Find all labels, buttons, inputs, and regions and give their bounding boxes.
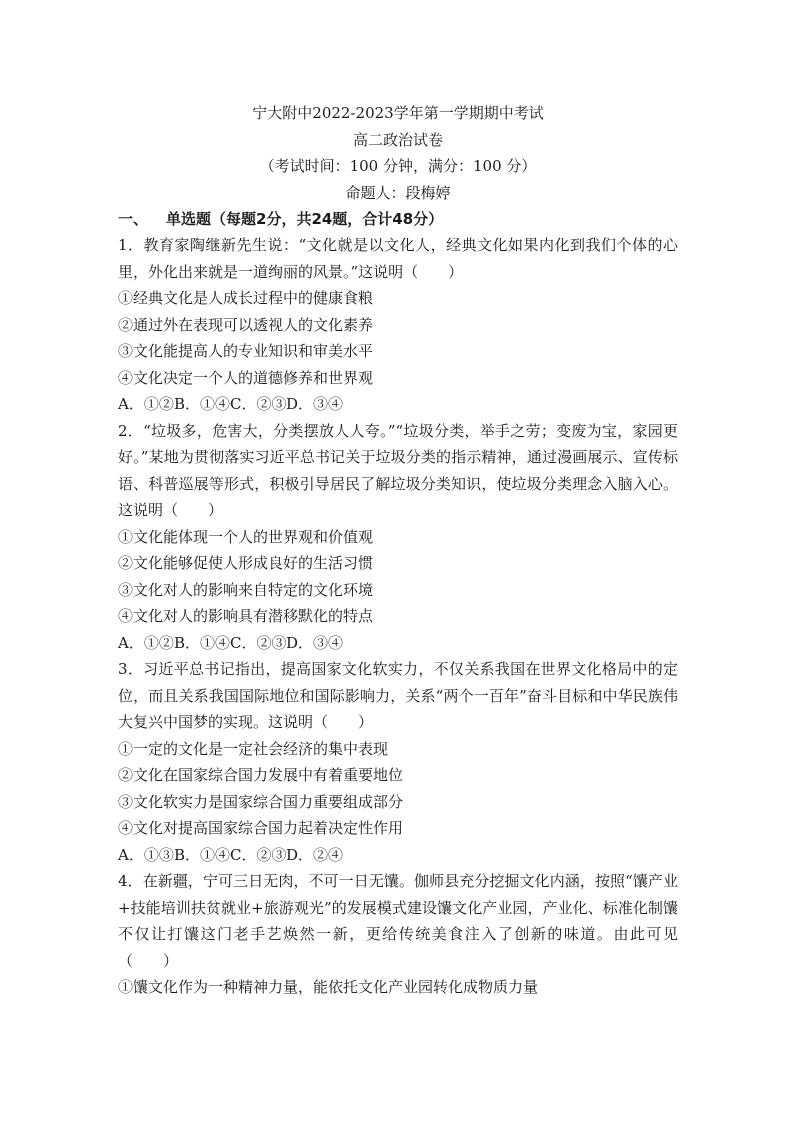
question-stem: 2．“垃圾多，危害大，分类摆放人人夸。”“垃圾分类，举手之劳；变废为宝，家园更好。”某地为贯彻落实习近平总书记关于垃圾分类的指示精神，通过漫画展示、宣传标语、科普巡展等形式，积极引导居民了解垃圾分类知识，使垃圾分类理念入脑入心。这说明（ ）: [118, 421, 678, 519]
statement-option: ④文化对人的影响具有潜移默化的特点: [118, 607, 374, 625]
statement-option: ③文化软实力是国家综合国力重要组成部分: [118, 792, 404, 811]
choice-a: A．①②: [118, 633, 174, 652]
section-number: 一、: [118, 210, 149, 228]
choice-c: C．②③: [230, 633, 287, 652]
choice-b: B．①④: [174, 395, 231, 413]
statement-option: ④文化对提高国家综合国力起着决定性作用: [118, 819, 404, 837]
answer-choices: [118, 391, 678, 418]
answer-choices: [118, 842, 678, 869]
statement-option: ①一定的文化是一定社会经济的集中表现: [118, 739, 389, 758]
choice-b: B．①④: [174, 633, 231, 652]
choice-c: C．②③: [230, 845, 287, 864]
choice-d: D．②④: [286, 845, 344, 864]
choice-d: D．③④: [286, 633, 344, 652]
choice-a: A．①②: [118, 395, 174, 413]
answer-choices: [118, 630, 678, 657]
question-4: [118, 868, 678, 1001]
author-line: 命题人：段梅婷: [345, 183, 451, 202]
section-title: 单选题（每题2分，共24题，合计48分）: [166, 210, 444, 228]
statement-option: ①馕文化作为一种精神力量，能依托文化产业园转化成物质力量: [118, 978, 539, 996]
section-heading: [118, 206, 678, 232]
statement-option: ②文化能够促使人形成良好的生活习惯: [118, 554, 374, 572]
choice-b: B．①④: [174, 845, 231, 864]
question-2: [118, 418, 678, 657]
question-stem: 1．教育家陶继新先生说：“文化就是以文化人，经典文化如果内化到我们个体的心里，外化出来就是一道绚丽的风景。”这说明（ ）: [118, 236, 678, 281]
statement-option: ①文化能体现一个人的世界观和价值观: [118, 527, 374, 546]
statement-option: ④文化决定一个人的道德修养和世界观: [118, 368, 374, 387]
statement-option: ③文化对人的影响来自特定的文化环境: [118, 580, 374, 599]
choice-a: A．①③: [118, 845, 174, 864]
question-stem: 4．在新疆，宁可三日无肉，不可一日无馕。伽师县充分挖掘文化内涵，按照“馕产业+技能培训扶贫就业+旅游观光”的发展模式建设馕文化产业园，产业化、标准化制馕不仅让打馕这门老手艺焕然一新，更给传统美食注入了创新的味道。由此可见（ ）: [118, 872, 678, 970]
statement-option: ③文化能提高人的专业知识和审美水平: [118, 342, 374, 360]
exam-page: [118, 100, 678, 1001]
statement-option: ②通过外在表现可以透视人的文化素养: [118, 315, 374, 334]
question-1: [118, 232, 678, 418]
statement-option: ①经典文化是人成长过程中的健康食粮: [118, 289, 374, 307]
exam-info: （考试时间：100 分钟，满分：100 分）: [259, 157, 537, 175]
school-title: 宁大附中2022-2023学年第一学期期中考试: [252, 104, 544, 122]
question-3: [118, 656, 678, 868]
statement-option: ②文化在国家综合国力发展中有着重要地位: [118, 766, 404, 784]
choice-c: C．②③: [230, 395, 287, 413]
question-stem: 3．习近平总书记指出，提高国家文化软实力，不仅关系我国在世界文化格局中的定位，而且关系我国国际地位和国际影响力，关系“两个一百年”奋斗目标和中华民族伟大复兴中国梦的实现。这说明（ ）: [118, 660, 678, 731]
choice-d: D．③④: [286, 395, 344, 413]
exam-title: 高二政治试卷: [352, 130, 443, 149]
